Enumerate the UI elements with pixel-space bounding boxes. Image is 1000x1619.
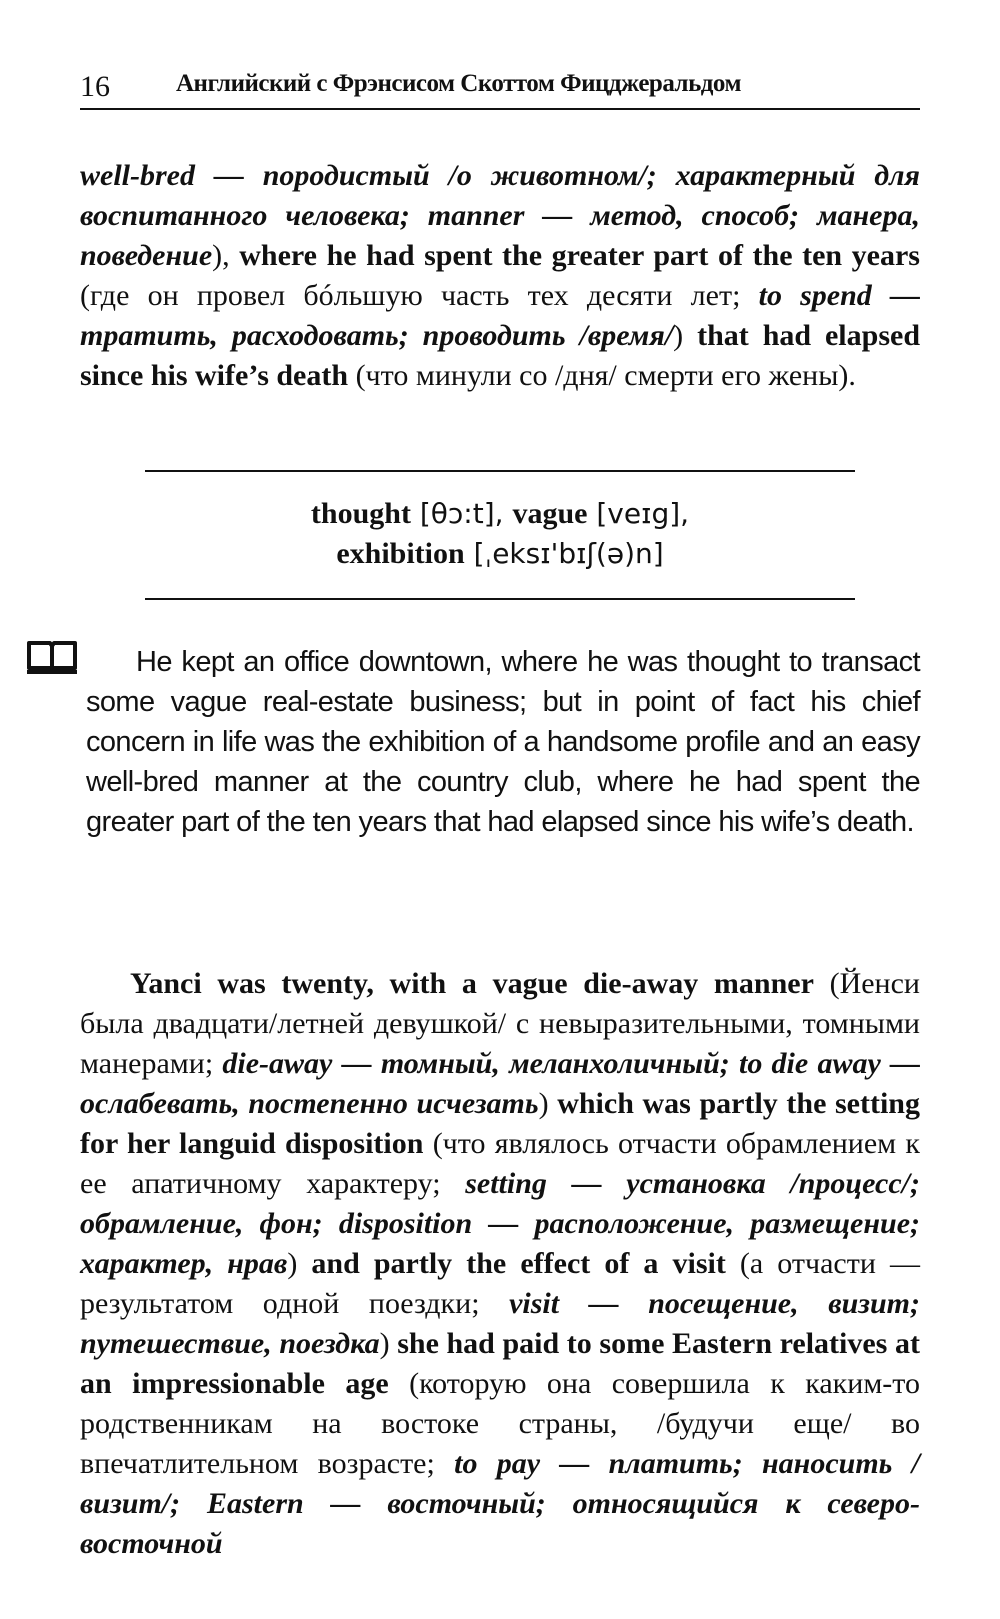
transcription: [ˌeksɪ'bɪʃ(ə)n] [464, 537, 664, 570]
original-text: which was partly the setting for her languid disposition [80, 1087, 920, 1160]
plain-text: ) [379, 1327, 398, 1360]
divider-bottom [145, 598, 855, 600]
page-header [80, 66, 920, 110]
running-title: Английский с Фрэнсисом Скоттом Фицджеральдом [176, 70, 741, 97]
original-text: that had elapsed since his wife’s death [80, 319, 921, 392]
original-text-excerpt: He kept an office downtown, where he was thought to transact some vague real-estate business; but in point of fact his chief concern in life was the exhibition of a handsome profile and an easy well-bred manner at the country club, where he had spent the greater part of the ten years that had elapsed since his wife’s death. [86, 646, 920, 838]
book-icon [26, 638, 78, 676]
translation-text: (что минули со /дня/ смерти его жены). [348, 359, 856, 392]
word: vague [512, 497, 588, 530]
translation-text: (где он провел бóльшую часть тех десяти лет; [80, 279, 759, 312]
commentary-paragraph-2 [80, 964, 920, 1564]
plain-text: ), [212, 239, 240, 272]
commentary-paragraph-1 [80, 156, 920, 396]
word: exhibition [336, 537, 465, 570]
plain-text: ) [673, 319, 698, 352]
pronunciation-box [80, 494, 920, 574]
original-text: where he had spent the greater part of the ten years [239, 239, 920, 272]
transcription: [veɪg], [587, 497, 690, 530]
plain-text: ) [538, 1087, 558, 1120]
translation-text: (Йенси была двадцати/летней девушкой/ с невыразительными, томными манерами; [80, 967, 920, 1080]
gloss-text: setting — установка /процесс/; обрамление, фон; disposition — расположение, размещение; характер, нрав [80, 1167, 920, 1280]
plain-text: ) [287, 1247, 312, 1280]
original-text: she had paid to some Eastern relatives at an impressionable age [80, 1327, 920, 1400]
divider-top [145, 470, 855, 472]
translation-text: (а отчасти — результатом одной поездки; [80, 1247, 920, 1320]
original-text: Yanci was twenty, with a vague die-away manner [130, 967, 814, 1000]
gloss-text: visit — посещение, визит; путешествие, поездка [80, 1287, 920, 1360]
gloss-text: die-away — томный, меланхоличный; to die away — ослабевать, постепенно исчезать [80, 1047, 921, 1120]
translation-text: (которую она совершила к каким-то родственникам на востоке страны, /будучи еще/ во впечатлительном возрасте; [80, 1367, 921, 1480]
word: thought [310, 497, 411, 530]
translation-text: (что являлось отчасти обрамлением к ее апатичному характеру; [80, 1127, 920, 1200]
original-text: and partly the effect of a visit [311, 1247, 726, 1280]
page-number: 16 [80, 70, 110, 103]
transcription: [θɔ:t], [410, 497, 513, 530]
gloss-text: well-bred — породистый /о животном/; характерный для воспитанного человека; manner — метод, способ; манера, поведение [80, 159, 920, 272]
gloss-text: to spend — тратить, расходовать; проводить /время/ [80, 279, 921, 352]
gloss-text: to pay — платить; наносить /визит/; Eastern — восточный; относящийся к северо-восточной [80, 1447, 920, 1560]
